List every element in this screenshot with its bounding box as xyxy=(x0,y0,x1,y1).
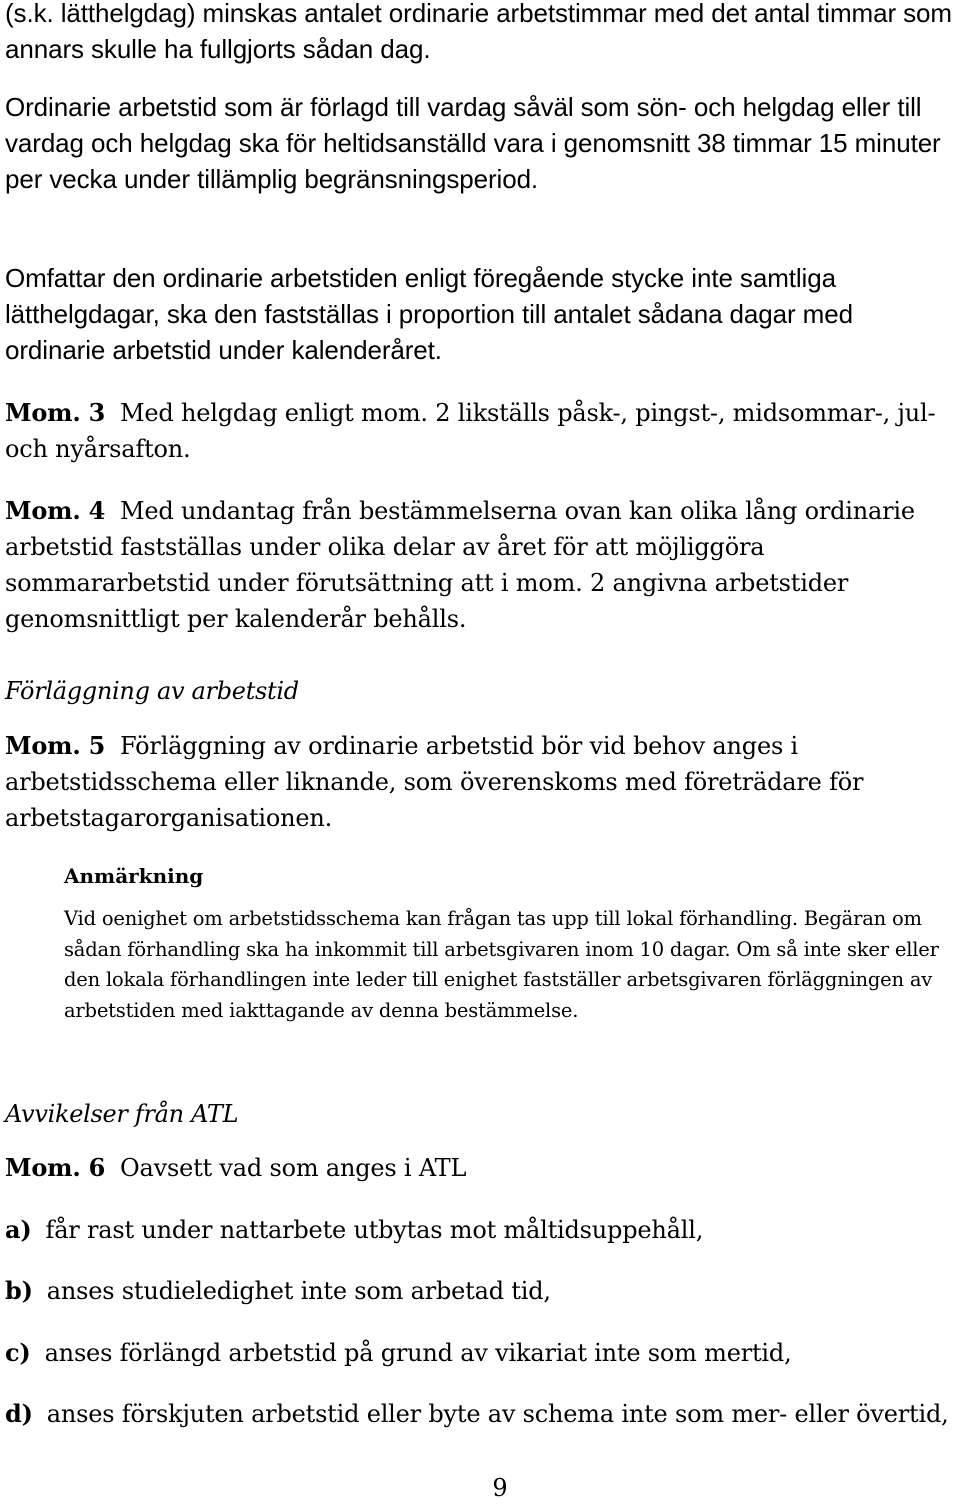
note-text: Vid oenighet om arbetstidsschema kan frågan tas upp till lokal förhandling. Begäran om sådan förhandling ska ha inkommit till arbetsgivaren inom 10 dagar. Om så inte sker eller den lokala förhandlingen inte leder till enighet fastställer arbetsgivaren förläggningen av arbetstiden med iakttagande av denna bestämmelse. xyxy=(64,907,939,1022)
mom-3-label: Mom. 3 xyxy=(5,398,106,427)
section-heading-forlaggning: Förläggning av arbetstid xyxy=(5,677,299,705)
page-number: 9 xyxy=(492,1474,508,1502)
mom-4-label: Mom. 4 xyxy=(5,496,106,525)
list-item-text: anses förskjuten arbetstid eller byte av schema inte som mer- eller övertid, xyxy=(46,1400,949,1428)
mom-5-paragraph xyxy=(5,728,955,836)
list-item-text: anses förlängd arbetstid på grund av vikariat inte som mertid, xyxy=(44,1339,792,1367)
mom-6-paragraph xyxy=(5,1150,955,1186)
list-item-d xyxy=(5,1396,955,1432)
mom-5-text: Förläggning av ordinarie arbetstid bör vid behov anges i arbetstidsschema eller liknande, som överenskoms med företrädare för arbetstagarorganisationen. xyxy=(5,732,864,832)
list-item-label: b) xyxy=(5,1276,33,1305)
mom-3-paragraph xyxy=(5,395,955,467)
mom-6-label: Mom. 6 xyxy=(5,1153,106,1182)
list-item-b xyxy=(5,1273,955,1309)
mom-4-paragraph xyxy=(5,493,955,637)
list-item-c xyxy=(5,1335,955,1371)
mom-3-text: Med helgdag enligt mom. 2 likställs påsk-, pingst-, midsommar-, jul- och nyårsafton. xyxy=(5,399,936,463)
paragraph-ordinarie-arbetstid: Ordinarie arbetstid som är förlagd till vardag såväl som sön- och helgdag eller till vardag och helgdag ska för heltidsanställd vara i genomsnitt 38 timmar 15 minuter per vecka under tillämplig begränsningsperiod. xyxy=(5,92,941,194)
paragraph-lattelgdag: (s.k. lätthelgdag) minskas antalet ordinarie arbetstimmar med det antal timmar som annars skulle ha fullgjorts sådan dag. xyxy=(5,0,952,64)
section-heading-avvikelser: Avvikelser från ATL xyxy=(5,1100,239,1128)
mom-5-label: Mom. 5 xyxy=(5,731,106,760)
list-item-text: får rast under nattarbete utbytas mot måltidsuppehåll, xyxy=(45,1216,704,1244)
list-item-label: a) xyxy=(5,1215,32,1244)
mom-6-text: Oavsett vad som anges i ATL xyxy=(120,1154,467,1182)
list-item-text: anses studieledighet inte som arbetad tid, xyxy=(46,1277,551,1305)
paragraph-omfattar: Omfattar den ordinarie arbetstiden enligt föregående stycke inte samtliga lätthelgdagar, ska den fastställas i proportion till antalet sådana dagar med ordinarie arbetstid under kalenderåret. xyxy=(5,263,853,365)
list-item-label: d) xyxy=(5,1399,33,1428)
mom-4-text: Med undantag från bestämmelserna ovan kan olika lång ordinarie arbetstid fastställas under olika delar av året för att möjliggöra sommararbetstid under förutsättning att i mom. 2 angivna arbetstider genomsnittligt per kalenderår behålls. xyxy=(5,497,915,633)
list-item-a xyxy=(5,1212,955,1248)
note-heading: Anmärkning xyxy=(64,864,204,888)
list-item-label: c) xyxy=(5,1338,31,1367)
